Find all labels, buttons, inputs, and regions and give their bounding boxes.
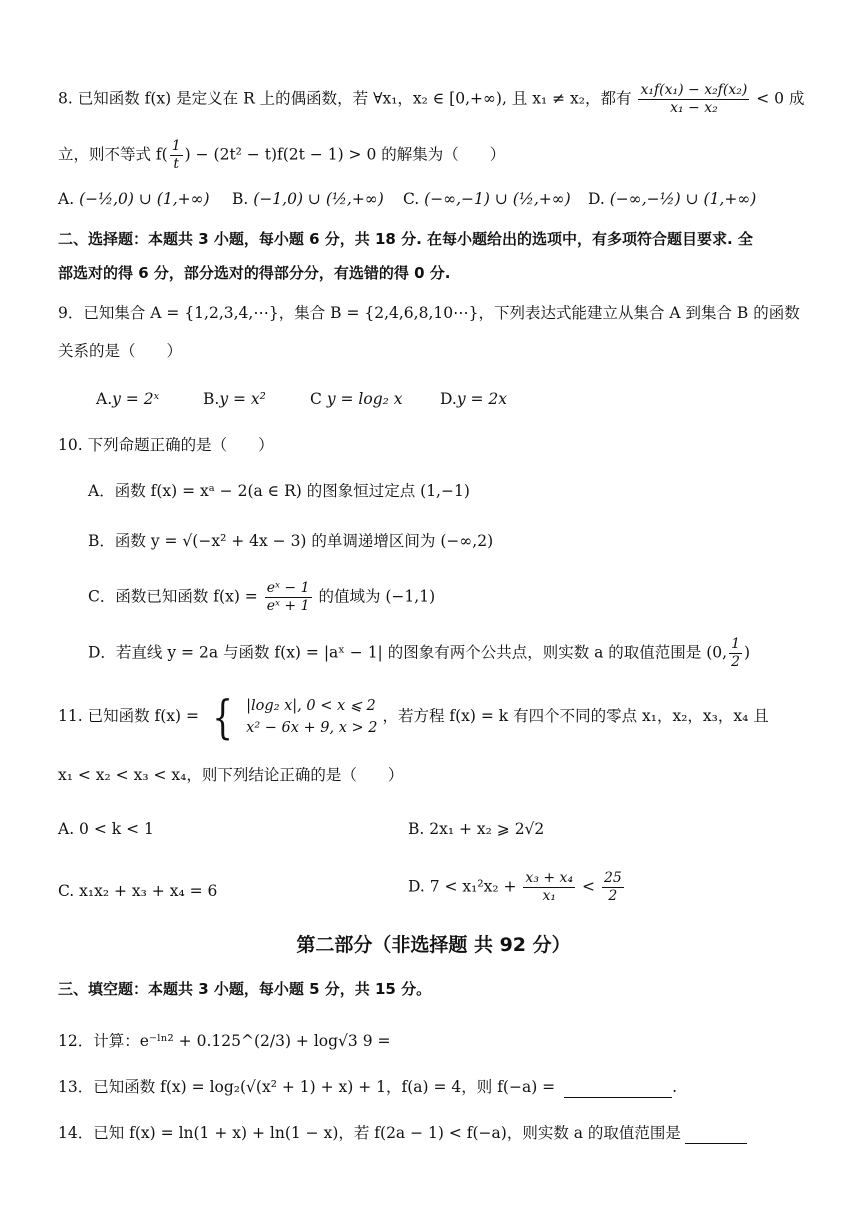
q9-option-b-label: B. bbox=[203, 390, 220, 408]
q9-option-d bbox=[440, 388, 507, 410]
q8-frac-denominator: x₁ − x₂ bbox=[670, 100, 718, 116]
q8-option-d-label: D. bbox=[588, 190, 605, 208]
q11-piecewise bbox=[246, 695, 377, 739]
q9-option-a bbox=[96, 388, 159, 410]
q8-inner-num: 1 bbox=[171, 138, 181, 154]
q8-line2 bbox=[58, 138, 839, 173]
section2-line2: 部选对的得 6 分，部分选对的得部分分，有选错的得 0 分. bbox=[58, 264, 451, 282]
q10-d-num: 1 bbox=[731, 636, 740, 652]
q10-c-den: eˣ + 1 bbox=[266, 598, 310, 614]
q9-option-c bbox=[310, 388, 403, 410]
q8-option-b-label: B. bbox=[232, 190, 249, 208]
q10-option-d-fraction bbox=[729, 636, 742, 671]
q11-option-d-frac1 bbox=[523, 870, 575, 905]
q8-option-b-text: (−1,0) ∪ (½,+∞) bbox=[253, 190, 384, 208]
q14-answer-blank[interactable] bbox=[685, 1125, 747, 1144]
q8-option-c bbox=[403, 188, 571, 210]
q11-case2: x² − 6x + 9, x > 2 bbox=[246, 720, 378, 736]
q10-option-d-post: ) bbox=[744, 643, 751, 662]
q13-text: 13．已知函数 f(x) = log₂(√(x² + 1) + x) + 1，f(a) = 4，则 f(−a) = bbox=[58, 1078, 556, 1096]
q10-option-c-fraction bbox=[265, 580, 312, 615]
q8-inner-fraction bbox=[170, 138, 183, 173]
q8-option-c-label: C. bbox=[403, 190, 420, 208]
q10-option-c-post: 的值域为 (−1,1) bbox=[318, 587, 436, 606]
q13-tail: . bbox=[672, 1078, 678, 1096]
q11-option-a: A. 0 < k < 1 bbox=[58, 820, 154, 838]
q10-option-b: B．函数 y = √(−x² + 4x − 3) 的单调递增区间为 (−∞,2) bbox=[88, 532, 494, 550]
q10-option-d-pre: D．若直线 y = 2a 与函数 f(x) = |aˣ − 1| 的图象有两个公共点，则实数 a 的取值范围是 (0, bbox=[88, 643, 728, 662]
q13-answer-blank[interactable] bbox=[564, 1079, 672, 1098]
q14-text: 14．已知 f(x) = ln(1 + x) + ln(1 − x)，若 f(2a − 1) < f(−a)，则实数 a 的取值范围是 bbox=[58, 1124, 681, 1142]
q11-line1 bbox=[58, 690, 839, 744]
q13 bbox=[58, 1076, 839, 1098]
q10-option-a: A．函数 f(x) = xᵃ − 2(a ∈ R) 的图象恒过定点 (1,−1) bbox=[88, 482, 470, 500]
q11-option-d bbox=[408, 870, 626, 905]
q8-stem-part1: 8. 已知函数 f(x) 是定义在 R 上的偶函数，若 ∀x₁，x₂ ∈ [0,+∞), 且 x₁ ≠ x₂，都有 bbox=[58, 89, 632, 108]
q8-stem-part4: ) − (2t² − t)f(2t − 1) > 0 的解集为（ ） bbox=[184, 145, 506, 164]
q8-fraction bbox=[638, 82, 749, 117]
q9-option-d-text: y = 2x bbox=[456, 390, 508, 408]
q8-stem-part2: < 0 成 bbox=[756, 89, 805, 108]
q11-option-d-mid: < bbox=[582, 877, 596, 896]
q11-d-den1: x₁ bbox=[542, 888, 556, 904]
section2-line1: 二、选择题：本题共 3 小题，每小题 6 分，共 18 分. 在每小题给出的选项中，有多项符合题目要求. 全 bbox=[58, 230, 753, 248]
q9-option-d-label: D. bbox=[440, 390, 457, 408]
q9-option-a-label: A. bbox=[96, 390, 113, 408]
q8-option-a-label: A. bbox=[58, 190, 75, 208]
q11-option-d-frac2 bbox=[602, 870, 624, 905]
q8-frac-numerator: x₁f(x₁) − x₂f(x₂) bbox=[640, 82, 748, 98]
q11-stem-post: ，若方程 f(x) = k 有四个不同的零点 x₁，x₂，x₃，x₄ 且 bbox=[382, 707, 769, 725]
q11-option-d-pre: D. 7 < x₁²x₂ + bbox=[408, 877, 517, 896]
q8-option-c-text: (−∞,−1) ∪ (½,+∞) bbox=[424, 190, 571, 208]
q10-option-d bbox=[88, 636, 839, 671]
q9-option-a-text: y = 2ˣ bbox=[112, 390, 160, 408]
q9-line1: 9．已知集合 A = {1,2,3,4,⋯}，集合 B = {2,4,6,8,10⋯}，下列表达式能建立从集合 A 到集合 B 的函数 bbox=[58, 304, 800, 322]
q8-option-b bbox=[232, 188, 384, 210]
q11-stem-pre: 11. 已知函数 f(x) = bbox=[58, 707, 199, 725]
part2-title: 第二部分（非选择题 共 92 分） bbox=[296, 934, 571, 956]
q11-option-c: C. x₁x₂ + x₃ + x₄ = 6 bbox=[58, 882, 218, 900]
left-brace-icon: { bbox=[212, 690, 233, 744]
q11-d-den2: 2 bbox=[608, 888, 618, 904]
q10-d-den: 2 bbox=[731, 654, 740, 670]
q10-option-c-pre: C．函数已知函数 f(x) = bbox=[88, 587, 258, 606]
q9-option-b bbox=[203, 388, 266, 410]
q9-option-c-text: y = log₂ x bbox=[326, 390, 403, 408]
q10-c-num: eˣ − 1 bbox=[266, 580, 310, 596]
q12: 12．计算：e⁻ˡⁿ² + 0.125^(2/3) + log√3 9 = bbox=[58, 1032, 391, 1050]
q9-option-c-label: C bbox=[310, 390, 322, 408]
q11-option-b: B. 2x₁ + x₂ ⩾ 2√2 bbox=[408, 820, 545, 838]
q11-case1: |log₂ x|, 0 < x ⩽ 2 bbox=[246, 698, 376, 714]
q9-line2: 关系的是（ ） bbox=[58, 342, 183, 360]
q8-stem-part3: 立，则不等式 f( bbox=[58, 145, 168, 164]
q11-d-num2: 25 bbox=[603, 870, 622, 886]
q11-d-num1: x₃ + x₄ bbox=[525, 870, 574, 886]
q11-line2: x₁ < x₂ < x₃ < x₄，则下列结论正确的是（ ） bbox=[58, 766, 404, 784]
q10-stem: 10. 下列命题正确的是（ ） bbox=[58, 436, 274, 454]
q8-option-a-text: (−½,0) ∪ (1,+∞) bbox=[79, 190, 210, 208]
q10-option-c bbox=[88, 580, 839, 615]
q8-line1 bbox=[58, 82, 839, 117]
q8-inner-den: t bbox=[173, 156, 179, 172]
q8-option-d bbox=[588, 188, 756, 210]
q8-option-a bbox=[58, 188, 210, 210]
section3-heading: 三、填空题：本题共 3 小题，每小题 5 分，共 15 分。 bbox=[58, 980, 432, 998]
q8-option-d-text: (−∞,−½) ∪ (1,+∞) bbox=[609, 190, 757, 208]
q9-option-b-text: y = x² bbox=[219, 390, 266, 408]
q14 bbox=[58, 1122, 839, 1144]
